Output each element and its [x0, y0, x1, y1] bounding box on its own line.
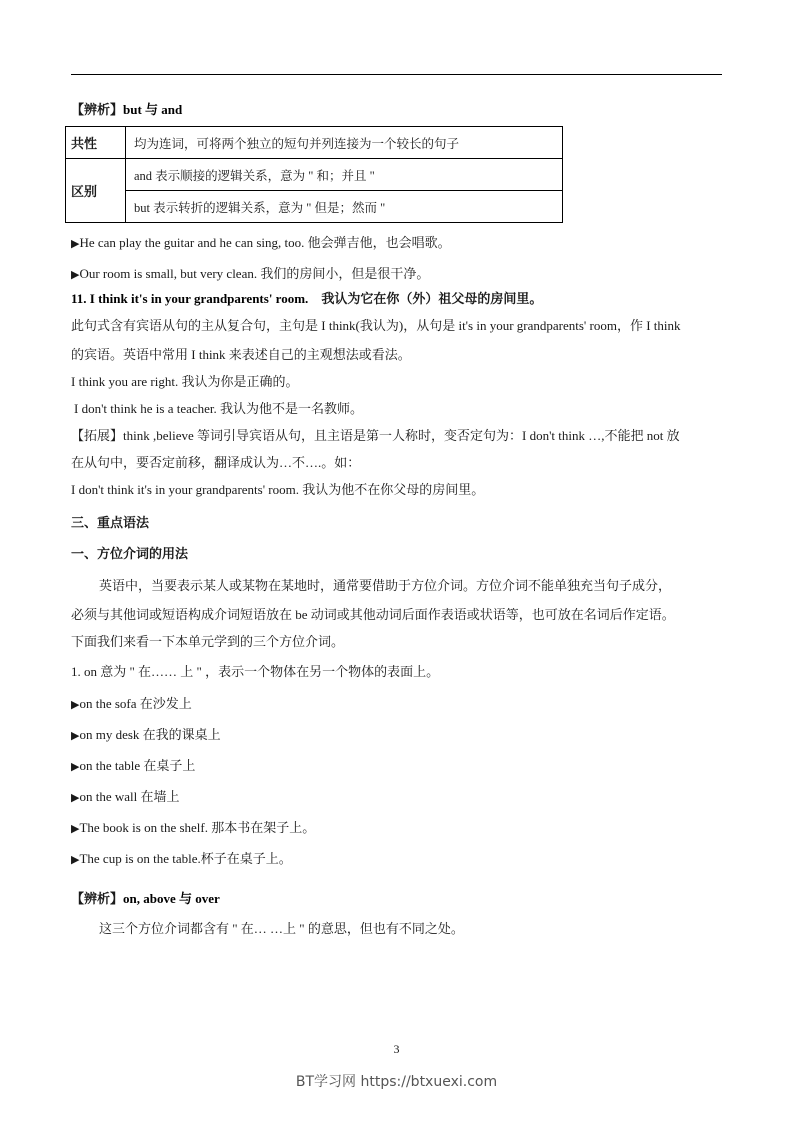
example-line: [71, 235, 451, 252]
example-text: on the sofa 在沙发上: [79, 696, 192, 711]
subsection-title: 一、方位介词的用法: [71, 547, 189, 562]
table-cell: 均为连词，可将两个独立的短句并列连接为一个较长的句子: [126, 127, 563, 159]
example-line: [71, 789, 179, 806]
example-line: [71, 758, 195, 775]
table-row: [66, 191, 563, 223]
analysis-bracket-label: 【辨析】: [71, 103, 124, 118]
table-row: [66, 127, 563, 159]
explanation-line: 此句式含有宾语从句的主从复合句，主句是 I think(我认为)，从句是 it's in your grandparents' room，作 I think: [71, 318, 681, 333]
item-11-heading: [71, 291, 542, 308]
example-line: [71, 851, 292, 868]
example-line: I don't think it's in your grandparents' room. 我认为他不在你父母的房间里。: [71, 482, 485, 497]
extension-line: 在从句中，要否定前移，翻译成认为…不….。如：: [71, 455, 361, 470]
row-header-difference: 区别: [66, 159, 126, 223]
example-line: [71, 820, 315, 837]
table-cell: but 表示转折的逻辑关系，意为 " 但是；然而 ": [126, 191, 563, 223]
example-text: Our room is small, but very clean. 我们的房间小，但是很干净。: [79, 266, 430, 281]
bullet-triangle-icon: ▶: [71, 730, 80, 742]
analysis-heading-on-above-over: [71, 891, 220, 908]
example-text: The book is on the shelf. 那本书在架子上。: [79, 820, 316, 835]
example-text: on the wall 在墙上: [79, 789, 180, 804]
bullet-triangle-icon: ▶: [71, 699, 80, 711]
bullet-triangle-icon: ▶: [71, 792, 80, 804]
watermark: BT学习网 https://btxuexi.com: [295, 1074, 498, 1090]
paragraph-line: 必须与其他词或短语构成介词短语放在 be 动词或其他动词后面作表语或状语等，也可放在名词后作定语。: [71, 607, 675, 622]
example-line: [71, 266, 429, 283]
extension-line: 【拓展】think ,believe 等词引导宾语从句，且主语是第一人称时，变否定句为：I don't think …,不能把 not 放: [71, 428, 680, 443]
example-text: He can play the guitar and he can sing, too. 他会弹吉他，也会唱歌。: [79, 235, 451, 250]
explanation-line: 的宾语。英语中常用 I think 来表述自己的主观想法或看法。: [71, 347, 411, 362]
analysis-title: on, above 与 over: [123, 891, 220, 906]
example-line: I think you are right. 我认为你是正确的。: [71, 374, 299, 389]
bullet-triangle-icon: ▶: [71, 854, 80, 866]
point-line: 1. on 意为 " 在…… 上 " ，表示一个物体在另一个物体的表面上。: [71, 664, 440, 679]
example-line: [71, 696, 192, 713]
example-text: on my desk 在我的课桌上: [79, 727, 221, 742]
analysis-heading-but-and: [71, 102, 182, 119]
analysis-title: but 与 and: [123, 102, 183, 117]
analysis-bracket-label: 【辨析】: [71, 892, 124, 907]
header-rule: [71, 74, 722, 75]
example-text: on the table 在桌子上: [79, 758, 196, 773]
comparison-table: [65, 126, 563, 223]
page-number: 3: [393, 1042, 400, 1056]
bullet-triangle-icon: ▶: [71, 823, 80, 835]
example-text: The cup is on the table.杯子在桌子上。: [79, 851, 292, 866]
paragraph-line: 这三个方位介词都含有 " 在… …上 " 的意思，但也有不同之处。: [99, 921, 464, 936]
section-title: 三、重点语法: [71, 516, 150, 531]
table-row: [66, 159, 563, 191]
bullet-triangle-icon: ▶: [71, 269, 80, 281]
example-line: I don't think he is a teacher. 我认为他不是一名教师。: [74, 401, 364, 416]
item-title-cn: 我认为它在你（外）祖父母的房间里。: [321, 292, 543, 307]
row-header-common: 共性: [66, 127, 126, 159]
bullet-triangle-icon: ▶: [71, 238, 80, 250]
paragraph-line: 英语中，当要表示某人或某物在某地时，通常要借助于方位介词。方位介词不能单独充当句子成分，: [99, 578, 672, 593]
paragraph-line: 下面我们来看一下本单元学到的三个方位介词。: [71, 634, 345, 649]
item-title-en: 11. I think it's in your grandparents' room.: [71, 291, 309, 306]
example-line: [71, 727, 221, 744]
bullet-triangle-icon: ▶: [71, 761, 80, 773]
table-cell: and 表示顺接的逻辑关系，意为 " 和；并且 ": [126, 159, 563, 191]
